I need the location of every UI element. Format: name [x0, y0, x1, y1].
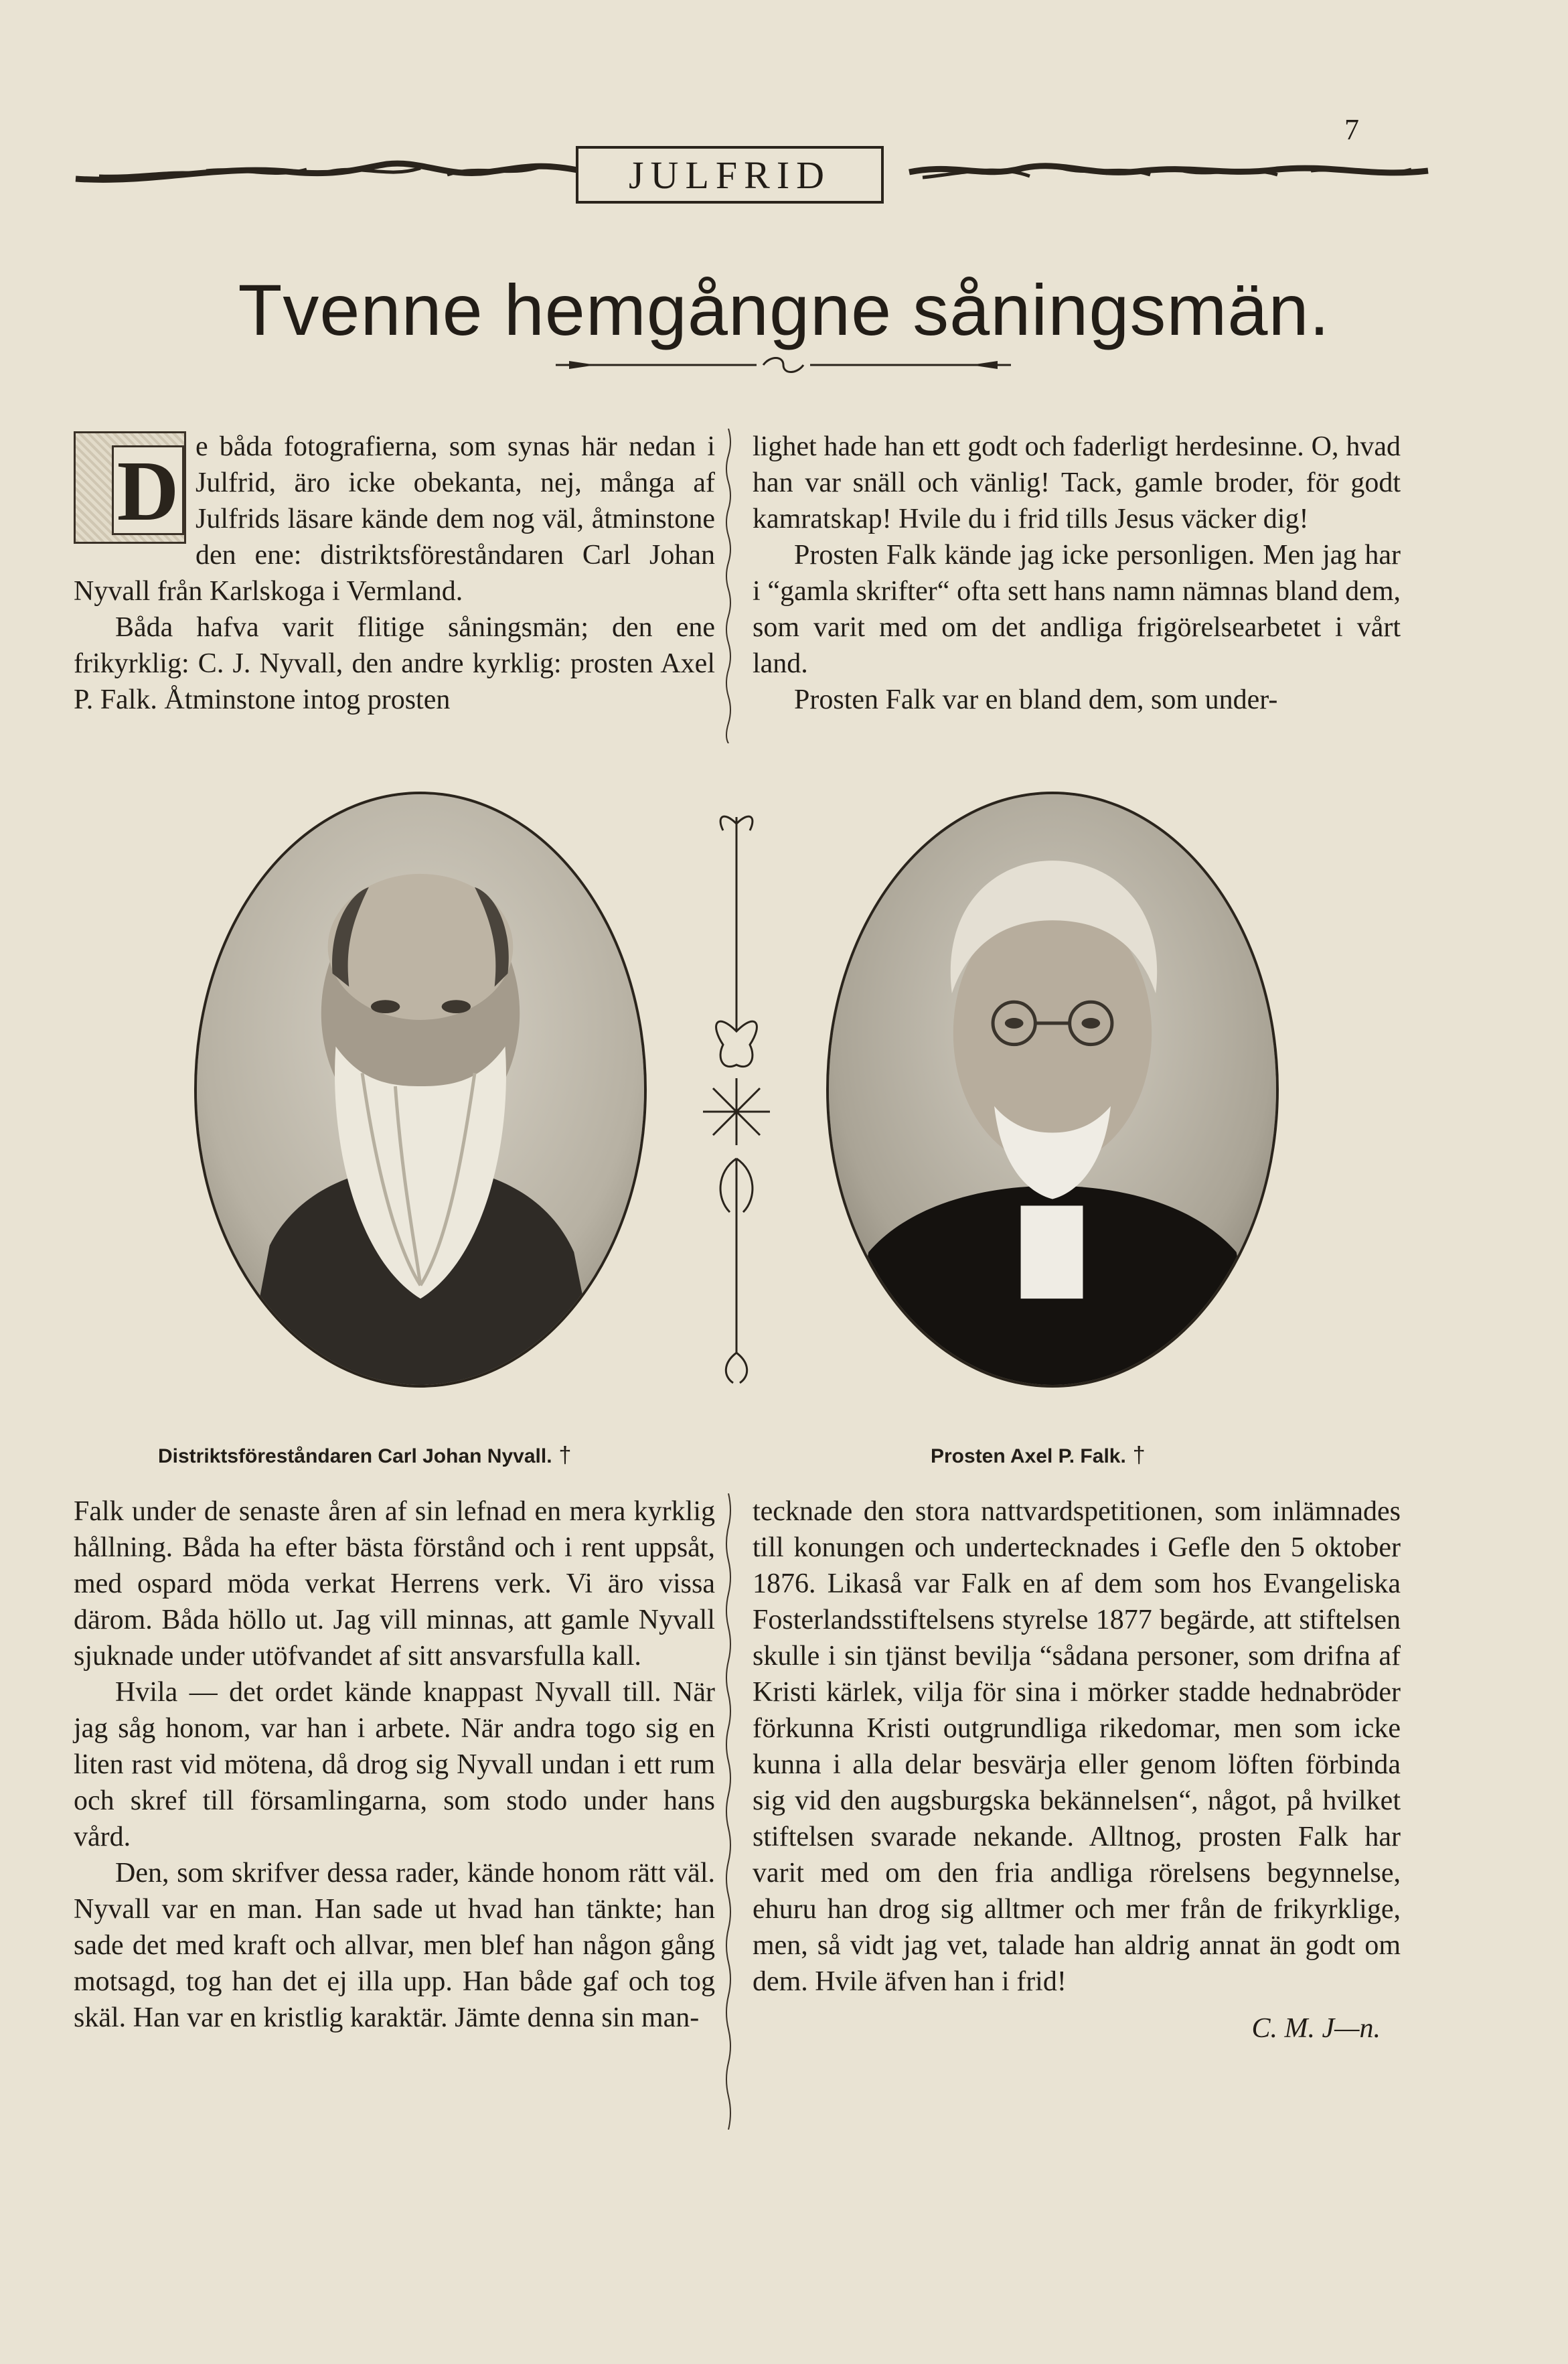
article-title: Tvenne hemgångne såningsmän.: [238, 269, 1330, 350]
paragraph: Den, som skrifver dessa rader, kände honom rätt väl. Nyvall var en man. Han sade ut hvad han tänkte; han sade det med kraft och allvar, men blef han någon gång motsagd, tog han det ej illa upp. Han både gaf och tog skäl. Han var en kristlig karaktär. Jämte denna sin man-: [74, 1858, 715, 2033]
paragraph: Falk under de senaste åren af sin lefnad en mera kyrklig hållning. Båda ha efter bästa förstånd och i rent uppsåt, med ospard möda verkat Herrens verk. Vi äro vissa därom. Båda höllo ut. Jag vill minnas, att gamle Nyvall sjuknade under utöfvandet af sitt ansvarsfulla kall.: [74, 1496, 715, 1672]
paragraph: Prosten Falk kände jag icke personligen. Men jag har i “gamla skrifter“ ofta sett hans namn nämnas bland dem, som varit med om det andliga frigörelsearbetet i vårt land.: [753, 540, 1401, 679]
signature: C. M. J—n.: [1251, 2013, 1381, 2044]
dagger-symbol: †: [1132, 1443, 1146, 1468]
column-rule-top: [720, 429, 736, 743]
column-rule-bottom: [720, 1493, 736, 2130]
column-bottom-left: [74, 1493, 715, 2036]
caption-text: Distriktsföreståndaren Carl Johan Nyvall.: [158, 1445, 552, 1467]
center-floral-ornament-icon: [696, 797, 777, 1386]
paragraph: Prosten Falk var en bland dem, som under-: [794, 684, 1278, 715]
caption-falk: [931, 1443, 1146, 1469]
paragraph: lighet hade han ett godt och faderligt herdesinne. O, hvad han var snäll och vänlig! Tack, gamle broder, för godt kamratskap! Hvile du i frid tills Jesus väcker dig!: [753, 431, 1401, 534]
paragraph: e båda fotografierna, som synas här nedan i Julfrid, äro icke obekanta, nej, många af Julfrids läsare kände dem nog väl, åtminstone den ene: distriktsföreståndaren Carl Johan Nyvall från Karlskoga i Vermland.: [74, 431, 715, 607]
paragraph: Hvila — det ordet kände knappast Nyvall till. När jag såg honom, var han i arbete. När andra togo sig en liten rast vid mötena, då drog sig Nyvall undan i ett rum och skref till församlingarna, som stodo under hans vård.: [74, 1677, 715, 1852]
column-top-right: [753, 429, 1401, 718]
drop-cap-ornament: [74, 431, 186, 544]
title-ornament-icon: [556, 352, 1011, 378]
caption-text: Prosten Axel P. Falk.: [931, 1445, 1126, 1467]
paragraph: tecknade den stora nattvardspetitionen, som inlämnades till konungen och undertecknades i Gefle den 5 oktober 1876. Likaså var Falk en af dem som hos Evangeliska Fosterlandsstiftelsens styrelse 1877 begärde, att stiftelsen skulle i sin tjänst bevilja “sådana personer, som drifna af Kristi kärlek, vilja för sina i mörker stadde hednabröder förkunna Kristi outgrundliga rikedomar, men som icke kunna i alla delar besvärja eller genom löften förbinda sig vid den augsburgska bekännelsen“, något, på hvilket stiftelsen svarade nekande. Alltnog, prosten Falk har varit med om den fria andliga rörelsens begynnelse, ehuru han drog sig alltmer och mer från de frikyrklige, men, så vidt jag vet, talade han aldrig annat än godt om dem. Hvile äfven han i frid!: [753, 1496, 1401, 1997]
column-bottom-right: [753, 1493, 1401, 2047]
paragraph: Båda hafva varit flitige såningsmän; den ene frikyrklig: C. J. Nyvall, den andre kyrklig: prosten Axel P. Falk. Åtminstone intog prosten: [74, 612, 715, 715]
portrait-falk: [826, 792, 1279, 1388]
page-number: 7: [1344, 113, 1359, 146]
portrait-nyvall: [194, 792, 647, 1388]
dagger-symbol: †: [558, 1443, 572, 1468]
drop-cap-letter: D: [112, 445, 184, 535]
header-title: JULFRID: [576, 146, 884, 204]
caption-nyvall: [158, 1443, 571, 1469]
column-top-left: [74, 429, 715, 718]
